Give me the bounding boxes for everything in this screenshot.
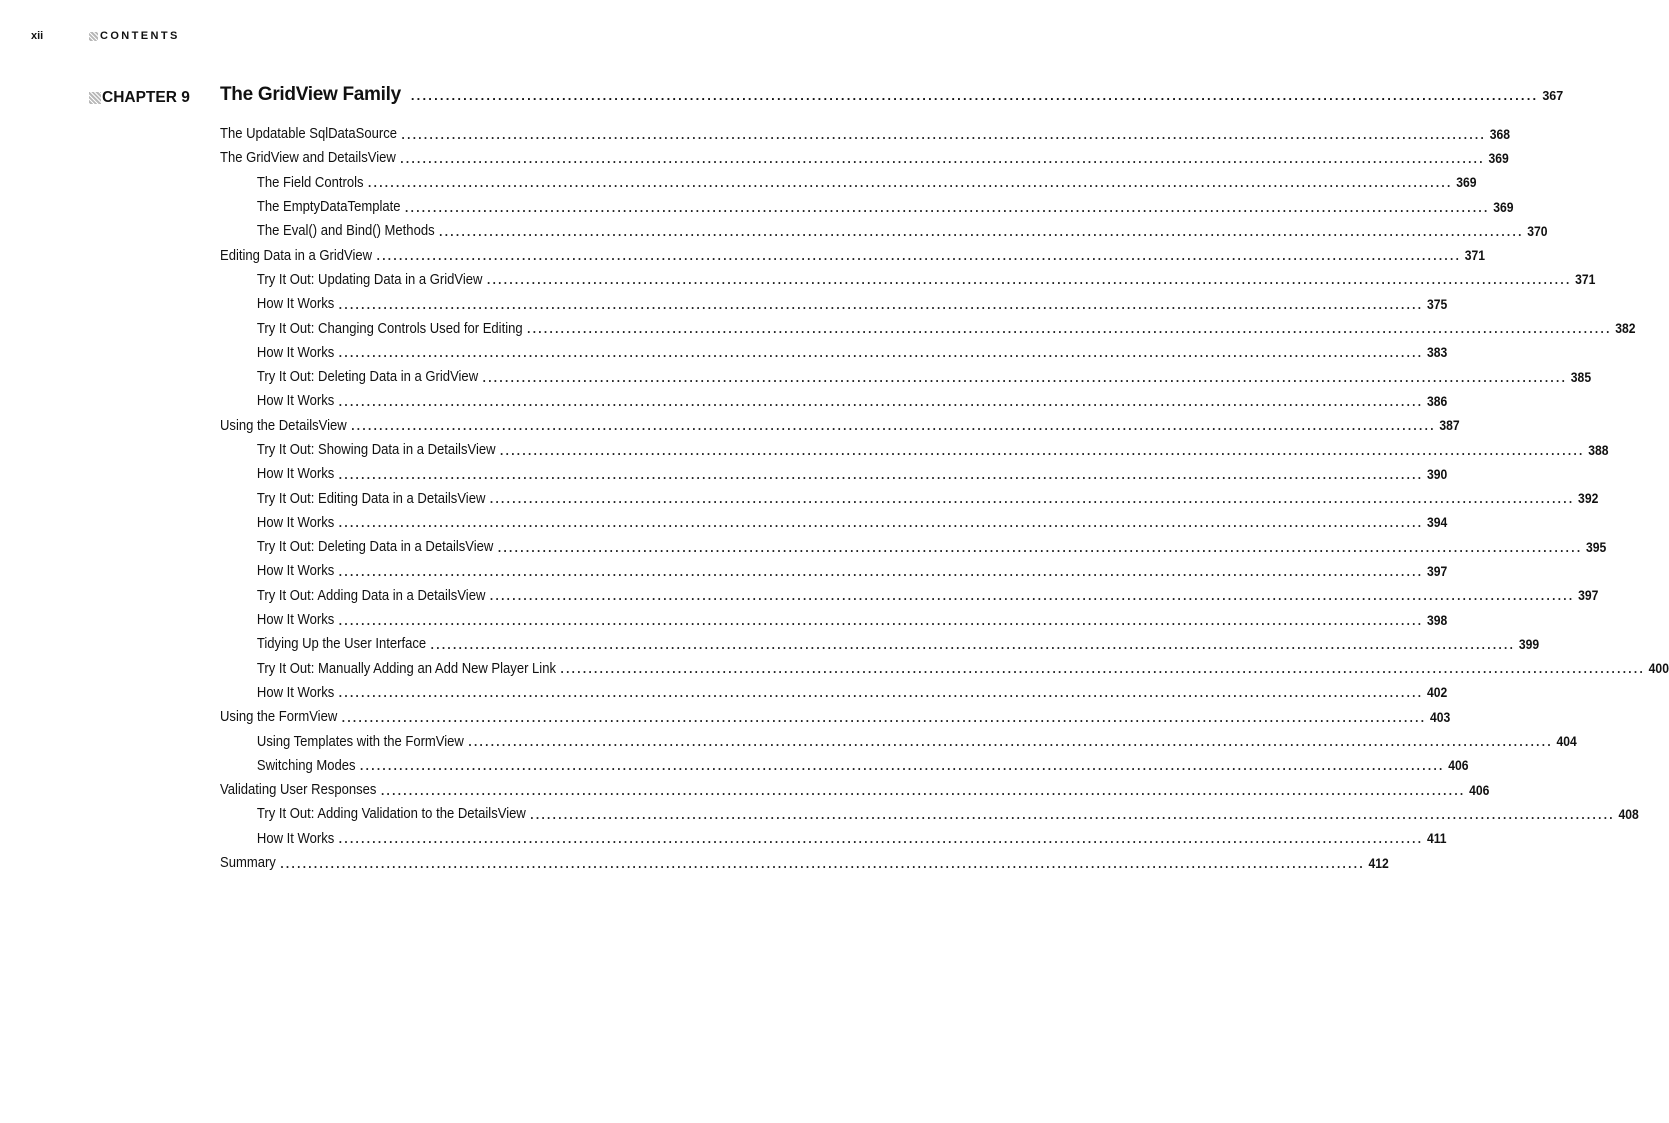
gray-square-icon [89,32,98,41]
dot-leader: .................................................................................................................................................................................................. [489,491,1575,507]
chapter-title: The GridView Family [220,84,401,105]
toc-entry-title: Summary [220,855,276,872]
toc-entry[interactable] [220,146,1509,170]
toc-entry-page: 408 [1618,806,1639,822]
toc-entry-page: 382 [1615,321,1636,337]
chapter-title-row[interactable] [220,84,1564,110]
toc-entry[interactable] [220,827,1447,851]
dot-leader: .................................................................................................................................................................................................. [280,855,1365,871]
toc-entry[interactable] [220,171,1477,195]
table-of-contents [220,122,1669,875]
toc-entry[interactable] [220,243,1486,267]
toc-entry-title: How It Works [256,514,335,531]
toc-entry-title: How It Works [256,344,335,361]
toc-entry-title: Editing Data in a GridView [220,247,373,264]
toc-entry-title: The GridView and DetailsView [220,150,396,167]
toc-entry[interactable] [220,462,1448,486]
dot-leader: .................................................................................................................................................................................................. [338,515,1424,531]
toc-entry-title: Try It Out: Adding Data in a DetailsView [256,587,486,604]
toc-entry[interactable] [220,778,1490,802]
toc-entry[interactable] [220,365,1592,389]
toc-entry-title: Switching Modes [256,757,356,774]
toc-entry-page: 369 [1493,199,1514,215]
toc-entry[interactable] [220,729,1577,753]
dot-leader: .................................................................................................................................................................................................. [439,223,1524,239]
toc-entry-title: Tidying Up the User Interface [256,636,427,653]
dot-leader: .................................................................................................................................................................................................. [430,636,1516,652]
dot-leader: .................................................................................................................................................................................................. [486,272,1572,288]
dot-leader: .................................................................................................................................................................................................. [338,466,1424,482]
dot-leader: .................................................................................................................................................................................................. [338,685,1424,701]
toc-entry-title: How It Works [256,296,335,313]
toc-entry-title: How It Works [256,466,335,483]
toc-entry-title: Try It Out: Showing Data in a DetailsView [256,442,496,458]
toc-entry-page: 369 [1456,175,1477,191]
toc-entry[interactable] [220,681,1448,705]
toc-entry[interactable] [220,219,1548,243]
dot-leader: .................................................................................................................................................................................................. [405,199,1490,215]
chapter-heading [89,84,1564,110]
dot-leader: .................................................................................................................................................................................................. [338,563,1424,579]
toc-entry[interactable] [220,292,1448,316]
toc-entry[interactable] [220,486,1599,510]
toc-entry-title: How It Works [256,563,335,580]
toc-entry-title: How It Works [256,830,335,847]
toc-entry-title: Try It Out: Deleting Data in a DetailsView [256,539,494,556]
dot-leader: .................................................................................................................................................................................................. [338,345,1424,361]
chapter-number: CHAPTER 9 [102,89,190,106]
gray-square-icon [89,92,101,104]
toc-entry[interactable] [220,851,1389,875]
toc-entry-title: Using the DetailsView [220,417,347,434]
toc-entry-title: Using Templates with the FormView [256,733,464,750]
toc-entry-title: Try It Out: Deleting Data in a GridView [256,369,479,386]
toc-entry-page: 402 [1426,685,1448,701]
toc-entry-page: 371 [1575,272,1596,288]
toc-entry[interactable] [220,535,1607,559]
dot-leader: .................................................................................................................................................................................................. [360,758,1445,774]
toc-entry[interactable] [220,122,1510,146]
toc-entry[interactable] [220,754,1469,778]
toc-entry[interactable] [220,389,1448,413]
toc-entry[interactable] [220,584,1599,608]
dot-leader: .................................................................................................................................................................................................. [341,709,1427,725]
dot-leader: .................................................................................................................................................................................................. [338,296,1424,312]
toc-entry-page: 388 [1588,442,1609,458]
toc-entry-page: 403 [1429,709,1451,725]
dot-leader: .................................................................................................................................................................................................. [376,248,1462,264]
toc-entry[interactable] [220,657,1669,681]
toc-entry[interactable] [220,316,1636,340]
toc-entry-title: Validating User Responses [220,782,377,799]
running-head-section: CONTENTS [100,30,180,42]
toc-entry[interactable] [220,608,1448,632]
toc-entry-page: 387 [1439,418,1460,434]
dot-leader: .................................................................................................................................................................................................. [380,782,1466,798]
toc-entry-title: The Field Controls [256,174,364,191]
toc-entry-title: How It Works [256,612,335,629]
dot-leader: .................................................................................................................................................................................................. [401,126,1487,142]
toc-entry-title: Try It Out: Changing Controls Used for Editing [256,320,523,337]
dot-leader: .................................................................................................................................................................................................. [497,539,1583,555]
toc-entry-page: 375 [1426,296,1448,312]
dot-leader: .................................................................................................................................................................................................. [527,321,1612,337]
dot-leader: .................................................................................................................................................................................................. [489,588,1575,604]
toc-entry[interactable] [220,802,1639,826]
page-number: xii [31,30,44,42]
dot-leader: .................................................................................................................................................................................................. [338,831,1424,847]
toc-entry-page: 406 [1469,782,1490,798]
toc-entry[interactable] [220,632,1540,656]
toc-entry-page: 404 [1556,734,1577,750]
toc-entry-page: 392 [1578,491,1599,507]
toc-entry[interactable] [220,341,1448,365]
toc-entry-page: 400 [1648,661,1669,677]
toc-entry-title: How It Works [256,684,335,701]
toc-entry[interactable] [220,559,1448,583]
toc-entry[interactable] [220,414,1460,438]
toc-entry-title: Using the FormView [220,709,338,726]
toc-entry-page: 386 [1426,393,1448,409]
running-head [31,29,180,43]
toc-entry-title: Try It Out: Adding Validation to the DetailsView [256,806,526,823]
dot-leader: .................................................................................................................................................................................................. [530,806,1615,822]
toc-entry-title: Try It Out: Editing Data in a DetailsView [256,490,486,507]
toc-entry-page: 406 [1448,758,1469,774]
dot-leader: .................................................................................................................................................................................................. [400,150,1485,166]
dot-leader: .................................................................................................................................................................................................. [338,612,1424,628]
dot-leader: .................................................................................................................................................................................................. [482,369,1568,385]
toc-entry-page: 395 [1586,539,1607,555]
toc-entry-title: The Updatable SqlDataSource [220,126,398,143]
dot-leader: .................................................................................................................................................................................................. [351,418,1436,434]
toc-entry-page: 412 [1368,855,1389,871]
dot-leader: .................................................................................................................................................................................................. [338,393,1424,409]
toc-entry-page: 394 [1426,515,1448,531]
toc-entry-title: Try It Out: Manually Adding an Add New Player Link [256,660,556,677]
toc-entry[interactable] [220,438,1609,462]
toc-entry-page: 368 [1489,126,1510,142]
toc-entry-page: 398 [1426,612,1448,628]
toc-entry-title: The Eval() and Bind() Methods [256,223,435,240]
toc-entry-page: 371 [1464,248,1486,264]
toc-entry[interactable] [220,705,1451,729]
dot-leader: .................................................................................................................................................................................................. [410,88,1539,103]
dot-leader: .................................................................................................................................................................................................. [500,442,1585,458]
toc-entry-title: Try It Out: Updating Data in a GridView [256,271,483,288]
chapter-label [89,89,190,107]
toc-entry-title: The EmptyDataTemplate [256,199,401,216]
toc-entry-page: 397 [1426,563,1448,579]
toc-entry-title: How It Works [256,393,335,410]
toc-entry-page: 385 [1570,369,1592,385]
toc-entry-page: 397 [1578,588,1599,604]
toc-entry-page: 369 [1488,150,1509,166]
toc-entry-page: 399 [1518,636,1540,652]
chapter-page-number: 367 [1542,89,1564,103]
toc-entry-page: 383 [1426,345,1448,361]
toc-entry-page: 411 [1426,831,1447,847]
toc-entry[interactable] [220,268,1596,292]
dot-leader: .................................................................................................................................................................................................. [560,661,1646,677]
toc-entry[interactable] [220,195,1514,219]
toc-entry-page: 390 [1426,466,1448,482]
dot-leader: .................................................................................................................................................................................................. [368,175,1453,191]
dot-leader: .................................................................................................................................................................................................. [468,734,1553,750]
toc-entry[interactable] [220,511,1448,535]
toc-entry-page: 370 [1527,223,1548,239]
